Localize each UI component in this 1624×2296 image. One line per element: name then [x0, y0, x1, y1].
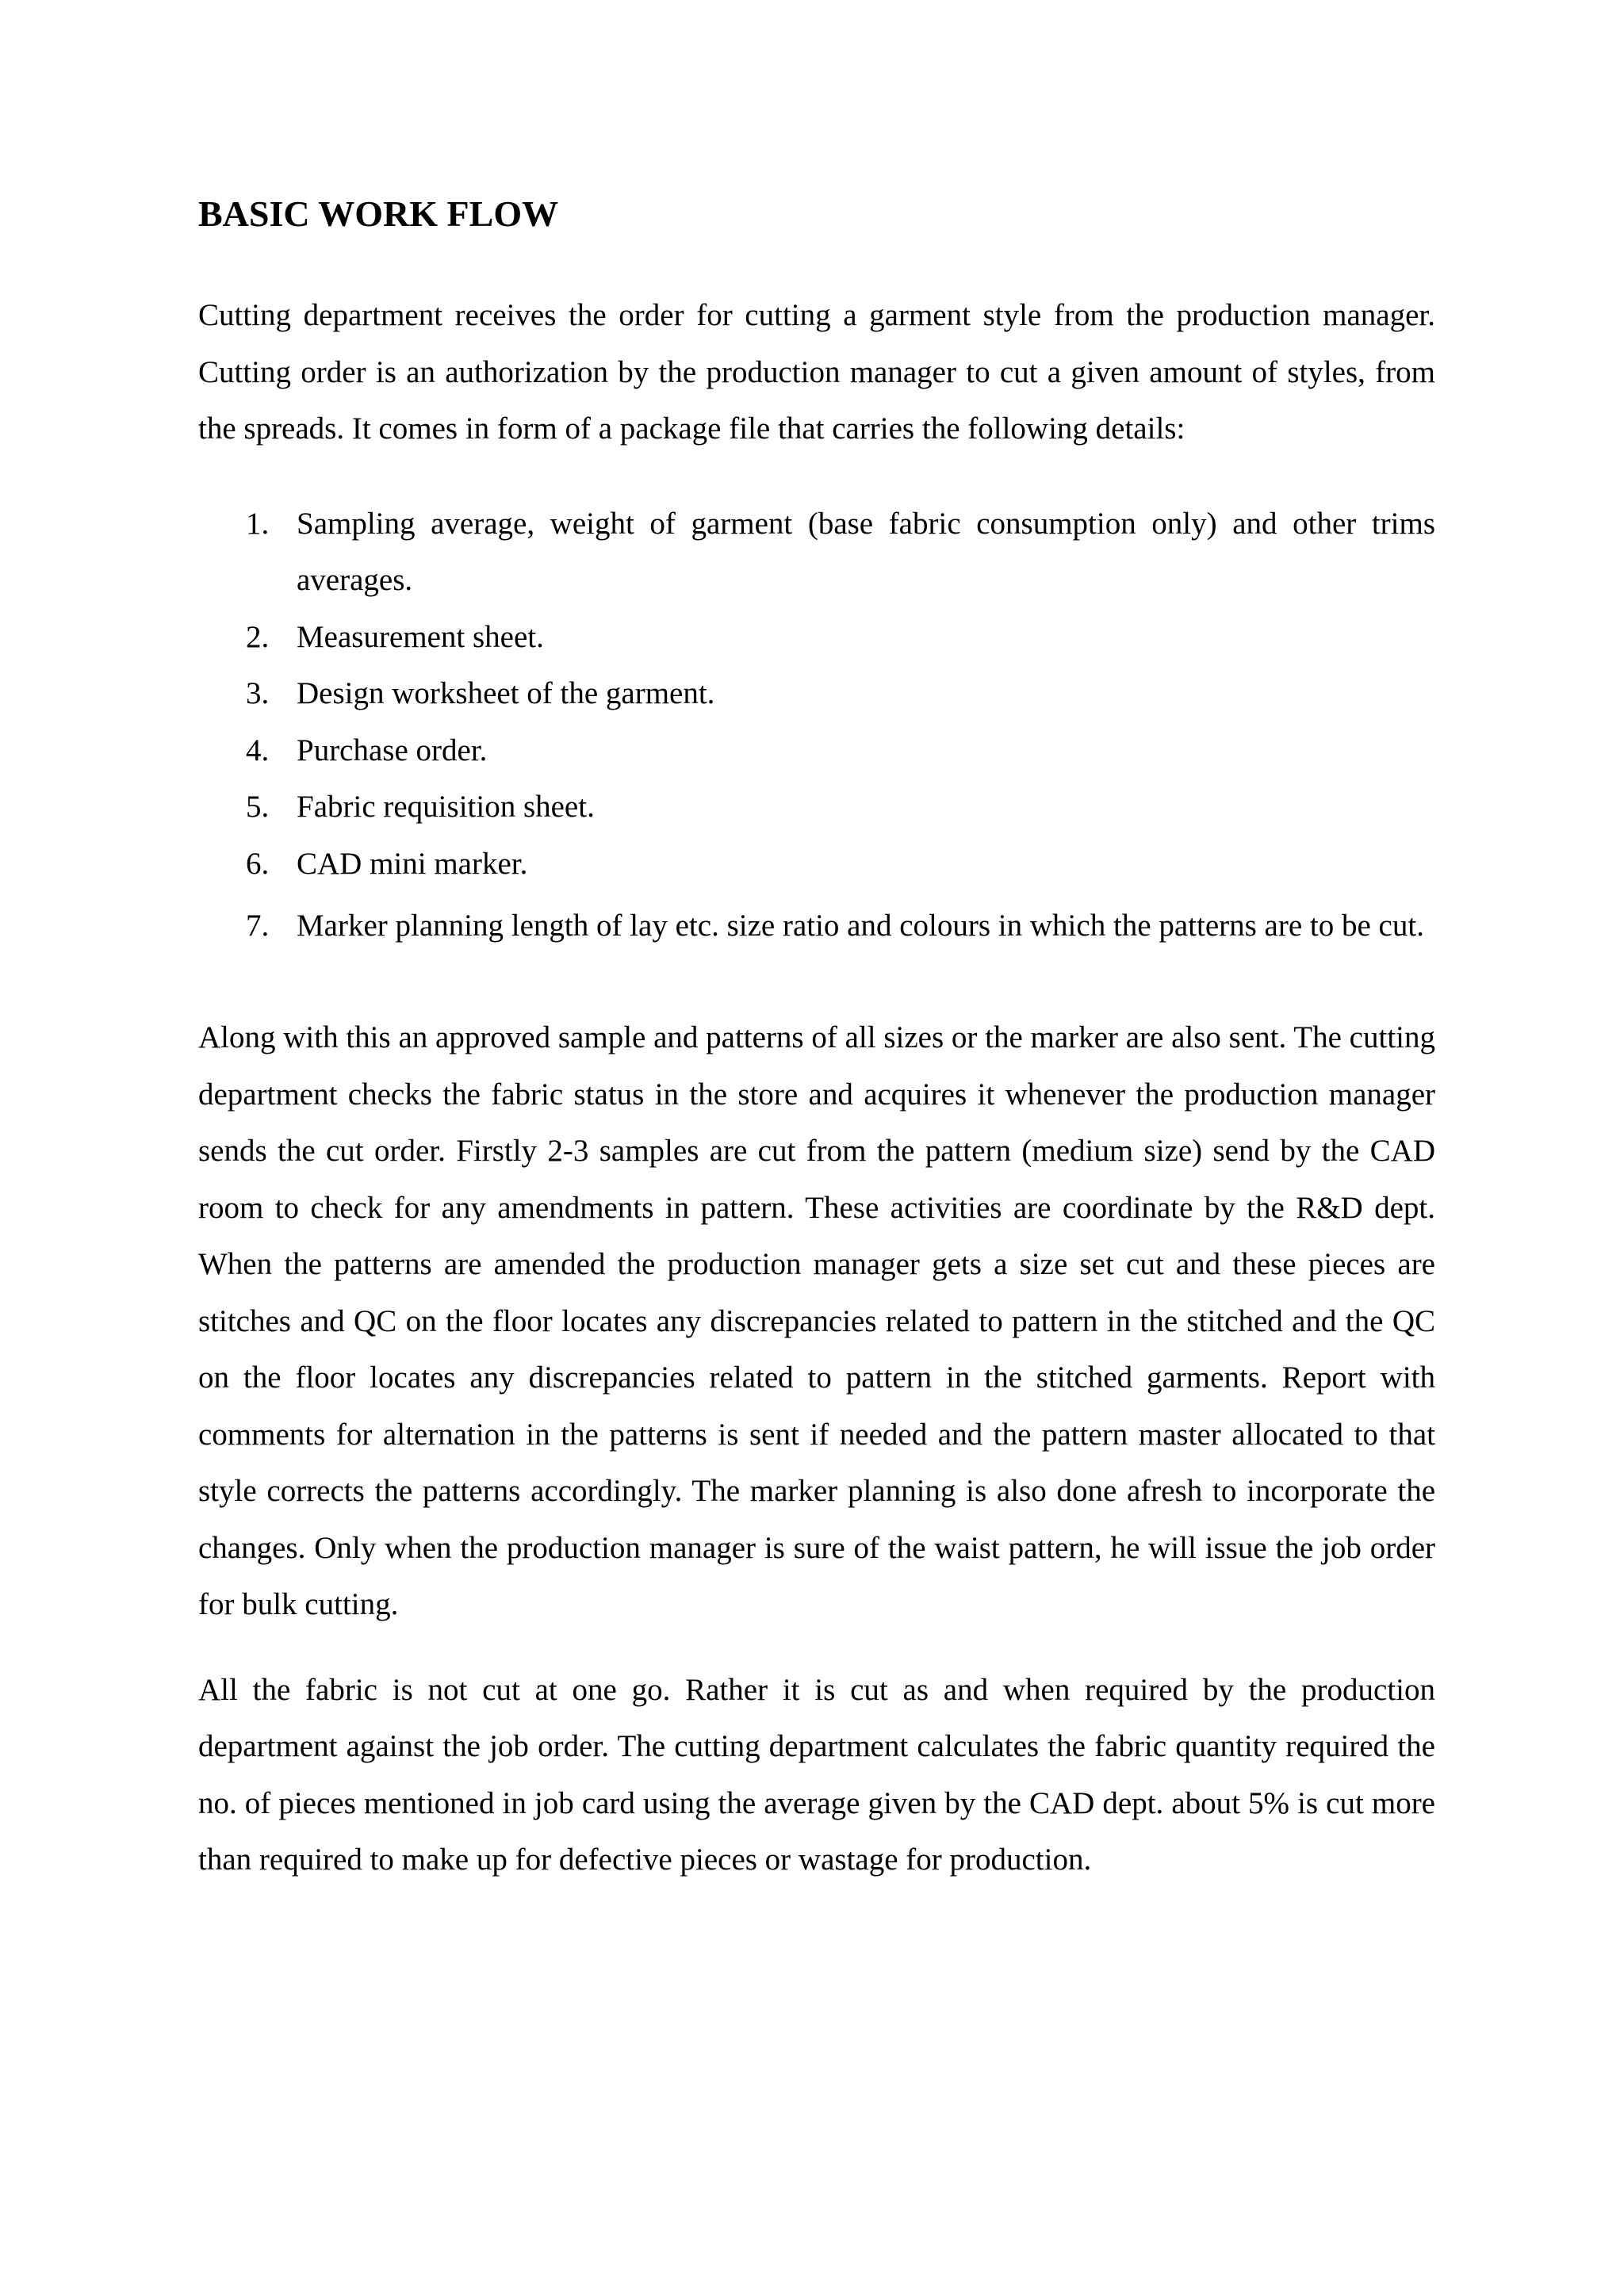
list-item-number: 4. — [246, 733, 270, 767]
list-item-number: 5. — [246, 790, 270, 824]
list-item-number: 3. — [246, 676, 270, 710]
list-item-number: 7. — [246, 909, 270, 943]
list-item-number: 1. — [246, 506, 270, 541]
list-item-text: Marker planning length of lay etc. size ratio and colours in which the patterns are to be cut. — [297, 909, 1424, 943]
list-item — [198, 892, 1435, 960]
list-item-text: Design worksheet of the garment. — [297, 676, 715, 710]
list-item-number: 6. — [246, 846, 270, 881]
list-item — [198, 722, 1435, 779]
list-item — [198, 496, 1435, 609]
list-item — [198, 665, 1435, 722]
document-body — [198, 190, 1435, 1888]
list-item — [198, 779, 1435, 836]
list-item-number: 2. — [246, 619, 270, 654]
list-item — [198, 609, 1435, 666]
list-item-text: Measurement sheet. — [297, 619, 544, 654]
list-item-text: CAD mini marker. — [297, 846, 528, 881]
list-item-text: Purchase order. — [297, 733, 488, 767]
details-list — [198, 496, 1435, 961]
section-heading: BASIC WORK FLOW — [198, 193, 559, 234]
list-item-text: Sampling average, weight of garment (base fabric consumption only) and other trims averages. — [297, 506, 1435, 597]
body-paragraph-3: All the fabric is not cut at one go. Rather it is cut as and when required by the production department against the job order. The cutting department calculates the fabric quantity required the no. of pieces mentioned in job card using the average given by the CAD dept. about 5% is cut more than required to make up for defective pieces or wastage for production. — [198, 1672, 1435, 1877]
intro-paragraph: Cutting department receives the order for cutting a garment style from the production manager. Cutting order is an authorization by the production manager to cut a given amount of styles, from the spreads. It comes in form of a package file that carries the following details: — [198, 298, 1435, 446]
list-item-text: Fabric requisition sheet. — [297, 790, 595, 824]
list-item — [198, 836, 1435, 893]
body-paragraph-2: Along with this an approved sample and patterns of all sizes or the marker are also sent. The cutting department checks the fabric status in the store and acquires it whenever the production manager sends the cut order. Firstly 2-3 samples are cut from the pattern (medium size) send by the CAD room to check for any amendments in pattern. These activities are coordinate by the R&D dept. When the patterns are amended the production manager gets a size set cut and these pieces are stitches and QC on the floor locates any discrepancies related to pattern in the stitched and the QC on the floor locates any discrepancies related to pattern in the stitched garments. Report with comments for alternation in the patterns is sent if needed and the pattern master allocated to that style corrects the patterns accordingly. The marker planning is also done afresh to incorporate the changes. Only when the production manager is sure of the waist pattern, he will issue the job order for bulk cutting. — [198, 1020, 1435, 1621]
